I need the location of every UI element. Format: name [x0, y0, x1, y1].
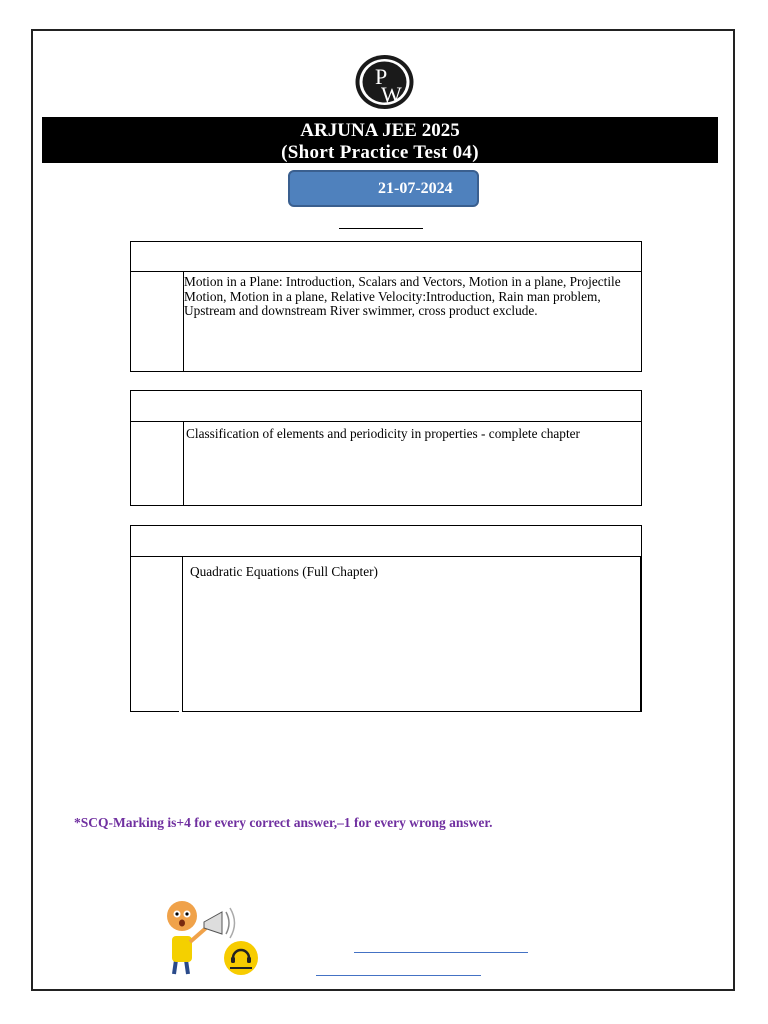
syllabus-row: [130, 271, 642, 372]
test-date-badge: [288, 170, 479, 207]
subject-heading-row: [130, 241, 642, 271]
marking-scheme-note: *SCQ-Marking is+4 for every correct answer,–1 for every wrong answer.: [74, 815, 493, 830]
svg-text:P: P: [375, 64, 388, 89]
syllabus-row: [130, 421, 642, 506]
serial-column: [131, 422, 184, 505]
heading-underline: [339, 228, 423, 229]
program-title: ARJUNA JEE 2025: [300, 120, 460, 141]
subject-block-2: [130, 390, 642, 506]
headset-helpline-icon: [222, 940, 260, 976]
test-date: 21-07-2024: [378, 180, 453, 197]
subject-heading-row: [130, 525, 642, 556]
contact-link-underline[interactable]: [354, 952, 528, 953]
pw-logo: [354, 54, 415, 110]
test-subtitle: (Short Practice Test 04): [281, 142, 479, 163]
syllabus-topics: Classification of elements and periodicity in properties - complete chapter: [186, 426, 580, 441]
subject-heading-row: [130, 390, 642, 421]
svg-text:W: W: [381, 82, 402, 107]
subject-block-3: [130, 525, 642, 712]
subject-block-1: [130, 241, 642, 372]
syllabus-topics: Quadratic Equations (Full Chapter): [190, 564, 378, 579]
contact-link-underline[interactable]: [316, 975, 481, 976]
serial-column: [131, 272, 184, 371]
syllabus-row: [130, 556, 642, 712]
syllabus-topics: Motion in a Plane: Introduction, Scalars and Vectors, Motion in a plane, Projectile Motion, Motion in a plane, Relative Velocity:Introduction, Rain man problem, Upstream and downstream River swimmer, cross product exclude.: [184, 274, 621, 318]
test-title-band: [42, 117, 718, 163]
serial-column: [130, 557, 183, 712]
